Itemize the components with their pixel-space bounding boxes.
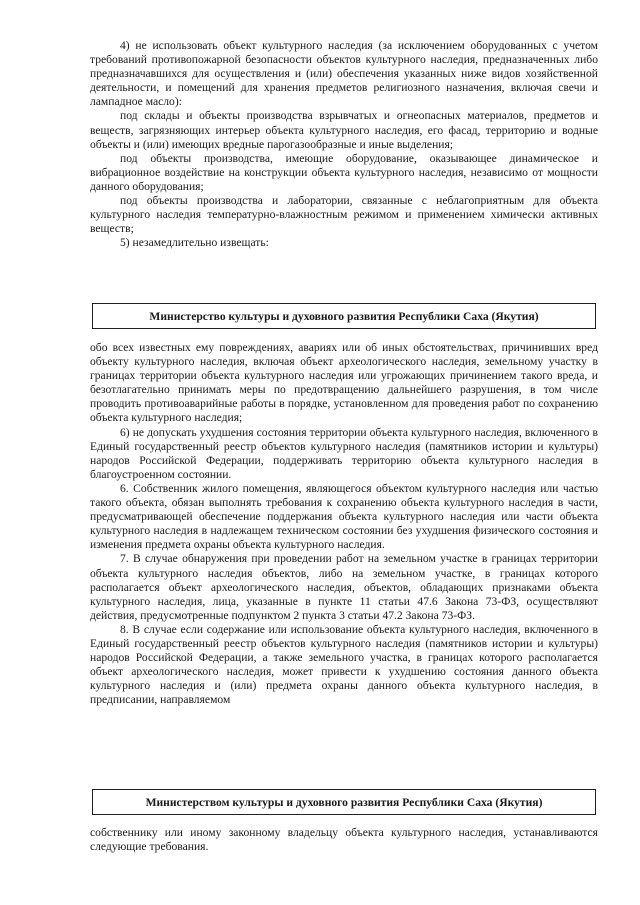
ministry-box-1 xyxy=(92,303,596,329)
requirements-section-3 xyxy=(90,826,598,854)
requirements-section-1 xyxy=(90,39,598,250)
paragraph-item-6: 6) не допускать ухудшения состояния территории объекта культурного наследия, включенного в Единый государственный реестр объектов культурного наследия (памятников истории и культуры) народов Российской Федерации, поддерживать территорию объекта культурного наследия в благоустроенном состоянии. xyxy=(90,425,598,481)
ministry-box-2 xyxy=(92,789,596,815)
paragraph-item-5: 5) незамедлительно извещать: xyxy=(120,236,269,250)
paragraph-item-4: 4) не использовать объект культурного наследия (за исключением оборудованных с учетом требований противопожарной безопасности объектов культурного наследия, предназначенных либо предназначавшихся для осуществления и (или) обеспечения указанных ниже видов хозяйственной деятельности, и помещений для хранения предметов религиозного назначения, включая свечи и лампадное масло): xyxy=(90,39,598,109)
paragraph-clause-6: 6. Собственник жилого помещения, являющегося объектом культурного наследия или частью такого объекта, обязан выполнять требования к сохранению объекта культурного наследия в части, предусматривающей обеспечение поддержания объекта культурного наследия или части объекта культурного наследия в надлежащем техническом состоянии без ухудшения физического состояния и изменения предмета охраны объекта культурного наследия. xyxy=(90,481,598,552)
paragraph-clause-8: 8. В случае если содержание или использование объекта культурного наследия, включенного в Единый государственный реестр объектов культурного наследия (памятников истории и культуры) народов Российской Федерации, а также земельного участка, в границах которого располагается объект археологического наследия, может привести к ухудшению состояния данного объекта культурного наследия и (или) предмета охраны данного объекта культурного наследия, в предписании, направляемом xyxy=(90,622,598,707)
paragraph-clause-7: 7. В случае обнаружения при проведении работ на земельном участке в границах территории объекта культурного наследия объектов, либо на земельном участке, в границах которого располагается объект археологического наследия, объектов, обладающих признаками объекта культурного наследия, лица, указанные в пункте 11 статьи 47.6 Закона 73-ФЗ, осуществляют действия, предусмотренные подпунктом 2 пункта 3 статьи 47.2 Закона 73-ФЗ. xyxy=(90,552,598,622)
requirements-section-2 xyxy=(90,341,598,707)
paragraph-notification-continuation: обо всех известных ему повреждениях, авариях или об иных обстоятельствах, причинивших вред объекту культурного наследия, включая объект археологического наследия, земельному участку в границах территории объекта культурного наследия или угрожающих причинением такого вреда, и безотлагательно принимать меры по предотвращению дальнейшего разрушения, в том числе проводить противоаварийные работы в порядке, установленном для проведения работ по сохранению объекта культурного наследия; xyxy=(90,341,598,425)
ministry-name: Министерство культуры и духовного развития Республики Саха (Якутия) xyxy=(149,309,539,323)
paragraph-owner-requirements: собственнику или иному законному владельцу объекта культурного наследия, устанавливаются следующие требования. xyxy=(90,826,598,854)
paragraph-laboratories: под объекты производства и лаборатории, связанные с неблагоприятным для объекта культурного наследия температурно-влажностным режимом и применением химически активных веществ; xyxy=(90,194,598,236)
paragraph-production-equipment: под объекты производства, имеющие оборудование, оказывающее динамическое и вибрационное воздействие на конструкции объекта культурного наследия, независимо от мощности данного оборудования; xyxy=(90,151,598,193)
ministry-name: Министерством культуры и духовного развития Республики Саха (Якутия) xyxy=(145,795,543,809)
paragraph-warehouses: под склады и объекты производства взрывчатых и огнеопасных материалов, предметов и веществ, загрязняющих интерьер объекта культурного наследия, его фасад, территорию и водные объекты и (или) имеющих вредные парогазообразные и иные выделения; xyxy=(90,109,598,151)
